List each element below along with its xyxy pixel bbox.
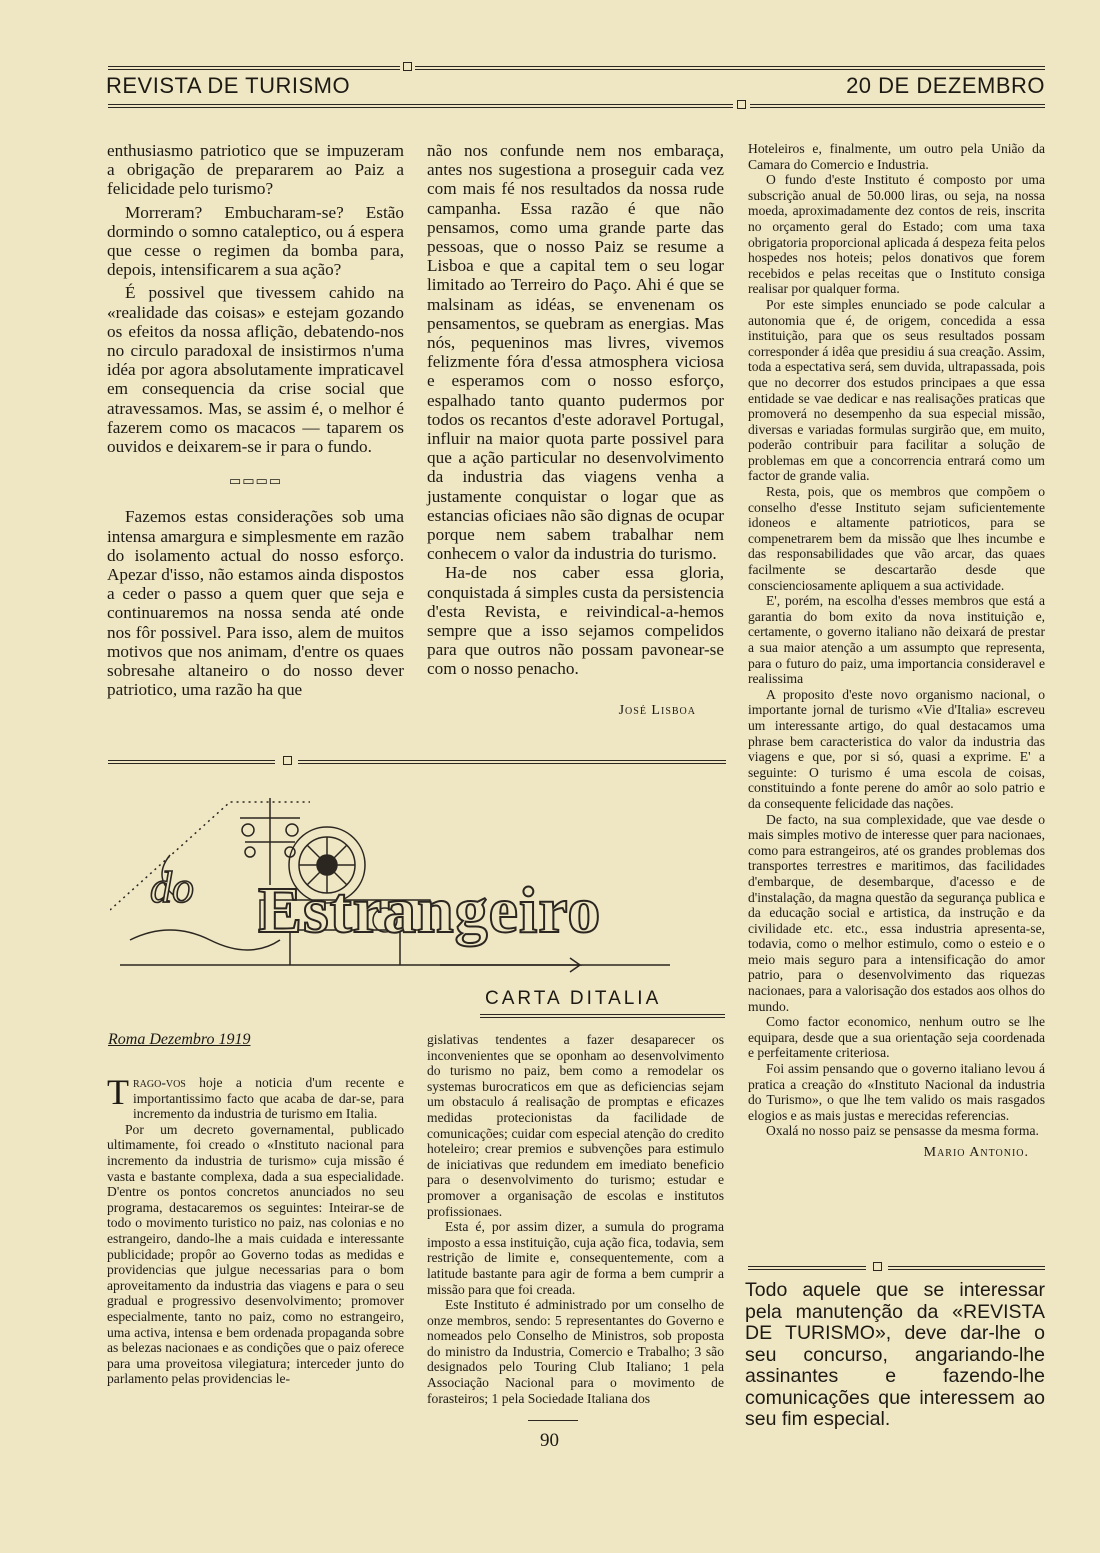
paragraph: Ha-de nos caber essa gloria, conquistada á simples custa da persistencia d'esta Revista, e reivindical-a-hemos sempre que a isso sejamos compelidos para que outros não possam pavonear-se com o nosso penacho. — [427, 563, 724, 679]
section-rule-right — [298, 760, 726, 764]
paragraph: Foi assim pensando que o governo italiano levou á pratica a creação do «Instituto Nacional da industria do Turismo», o que lhe tem valido os mais rasgados elogios e as mais justas e merecidas referencias. — [748, 1061, 1045, 1123]
article-column-3 — [748, 141, 1045, 1161]
author-signature: Mario Antonio. — [923, 1145, 1029, 1160]
section-divider-ornament: ▭▭▭▭ — [228, 474, 283, 490]
paragraph: Por um decreto governamental, publicado ultimamente, foi creado o «Instituto nacional para incremento da industria de turismo» cuja missão é vasta e bastante complexa, dada a sua especialidade. D'entre os pontos concretos anunciados no seu programa, destacaremos os seguintes: Inteirar-se de todo o movimento turistico no paiz, nas colonias e no estrangeiro, dando-lhe a mais cuidada e interessante publicidade; propôr ao Governo todas as medidas e providencias que julgue necessarias para o bom aproveitamento da industria das viagens e para o seu gradual e progressivo desenvolvimento; promover especialmente, tanto no paiz, como no estrangeiro, uma activa, intensa e bem ordenada propaganda sobre as belezas nacionaes e as condições que o paiz oferece para uma proveitosa vilegiatura; interceder junto do parlamento pelas providencias le- — [107, 1121, 404, 1387]
banner-word-do: do — [150, 863, 194, 912]
paragraph: Morreram? Embucharam-se? Estão dormindo o somno cataleptico, ou á espera que cesse o regimen da bomba para, depois, intensificarem a sua ação? — [107, 202, 404, 280]
notice-ornament — [873, 1262, 882, 1271]
notice-rule-left — [748, 1266, 866, 1270]
carta-subtitle: CARTA DITALIA — [485, 988, 662, 1009]
banner-word-estrangeiro: Estrangeiro — [258, 874, 602, 947]
paragraph: De facto, na sua complexidade, que vae desde o mais simples motivo de interesse quer para nacionaes, como para estrangeiros, até os grandes problemas dos transportes terrestres e maritimos, das facilidades d'embarque, de desembarque, d'acesso e de d'instalação, da magna questão da segurança publica e da educação social e artistica, da instrução e da civilidade etc. etc., essa industria apresenta-se, todavia, como o melhor estimulo, como o esteio e o meio mais seguro para a intensificação do amor patrio, para o desenvolvimento das riquezas nacionaes, para a valorisação dos estados aos olhos do mundo. — [748, 811, 1045, 1014]
section-rule-left — [108, 760, 275, 764]
paragraph: não nos confunde nem nos embaraça, antes nos sugestiona a proseguir cada vez com mais fé nos resultados da nossa rude campanha. Essa razão é que não pensamos, como uma grande parte das pessoas, que o nosso Paiz se resume a Lisboa e que a capital tem o seu logar limitado ao Terreiro do Paço. Ahi é que se malsinam as idéas, se envenenam os pensamentos, se quebram as energias. Mas nós, pequeninos mas livres, vivemos felizmente fóra d'essa atmosphera viciosa e esperamos com o nosso esforço, espalhado tanto quanto pudermos por todos os recantos d'este adoravel Portugal, influir na maior quota parte possivel para que a ação particular no desenvolvimento da industria das viagens venha a justamente conquistar o logar que as estancias oficiaes não são dignas de ocupar porque nem sabem trabalhar nem conhecem o valor da industria do turismo. — [427, 141, 724, 564]
carta-rule — [480, 1014, 725, 1018]
issue-date: 20 DE DEZEMBRO — [846, 73, 1045, 98]
paragraph: Resta, pois, que os membros que compõem o conselho d'esse Instituto sejam suficientemente idoneos e altamente patrioticos, para se compenetrarem bem da missão que lhes incumbe e das responsabilidades que vão arcar, das quaes facilmente se descartarão desde que conscienciosamente apliquem a sua actividade. — [748, 484, 1045, 593]
paragraph: Esta é, por assim dizer, a sumula do programa imposto a essa instituição, cuja ação fica, todavia, sem restrição de limite e, consequentemente, com a latitude bastante para agir de forma a bem cumprir a missão para que foi creada. — [427, 1219, 724, 1297]
section-ornament — [283, 756, 292, 765]
paragraph: É possivel que tivessem cahido na «realidade das coisas» e estejam gozando os efeitos da nossa aflição, debatendo-nos no circulo paradoxal de insistirmos n'uma idéa por agora absolutamente impraticavel em consequencia da crise social que atravessamos. Mas, se assim é, o melhor é fazerem como os macacos — taparem os ouvidos e deixarem-se ir para o fundo. — [107, 283, 404, 457]
article-column-2 — [427, 141, 724, 720]
magazine-title: REVISTA DE TURISMO — [106, 73, 351, 98]
paragraph: Este Instituto é administrado por um conselho de onze membros, sendo: 5 representantes do Governo e nomeados pelo Conselho de Ministros, sob proposta do ministro da Industria, Comercio e Trabalho; 3 são designados pelo Touring Club Italiano; 1 pela Associação Nacional para o movimento de forasteiros; 1 pela Sociedade Italiana dos — [427, 1297, 724, 1406]
article-column-1 — [107, 141, 404, 699]
notice-rule-right — [888, 1266, 1045, 1270]
paragraph: Hoteleiros e, finalmente, um outro pela União da Camara do Comercio e Industria. — [748, 141, 1045, 172]
carta-column-2 — [427, 1032, 724, 1406]
do-estrangeiro-banner — [110, 790, 730, 1020]
dateline: Roma Dezembro 1919 — [108, 1031, 251, 1048]
paragraph: A proposito d'este novo organismo nacional, o importante jornal de turismo «Vie d'Italia» escreveu um interessante artigo, do qual destacamos uma phrase bem caracteristica do valor da industria das viagens e que, por si só, quasi a exprime. E' a seguinte: O turismo é uma escola de coisas, constituindo a fonte perene do amôr ao solo patrio e da consequente felicidade das nações. — [748, 686, 1045, 811]
header-rule-bottom-right — [750, 104, 1045, 108]
paragraph: Por este simples enunciado se pode calcular a autonomia que é, de origem, concedida a essa instituição, para que os seus resultados possam corresponder á idêa que presidiu á sua creação. Assim, toda a espectativa será, sem duvida, ultrapassada, pois que no decorrer dos estudos principaes a que essa entidade se vae dedicar e nas realisações praticas que promoverá no desempenho da sua especial missão, diversas e variadas formulas surgirão que, em muito, poderão contribuir para facilitar a solução de problemas em que a concorrencia entrará como um factor de grande valia. — [748, 296, 1045, 484]
header-rule-top-left — [108, 66, 400, 70]
paragraph: Fazemos estas considerações sob uma intensa amargura e simplesmente em razão do isolamento actual do nosso esforço. Apezar d'isso, não estamos ainda dispostos a ceder o passo a quem quer que seja e continuaremos na nossa senda até onde nos fôr possivel. Para isso, alem de muitos motivos que nos animam, d'entre os quaes sobresahe altaneiro o do nosso dever patriotico, uma razão ha que — [107, 507, 404, 700]
subscription-notice: Todo aquele que se interessar pela manutenção da «REVISTA DE TURISMO», deve dar-lhe o seu concurso, angariando-lhe assinantes e fazendo-lhe comunicações que interessem ao seu fim especial. — [745, 1279, 1045, 1430]
header-rule-top-right — [415, 66, 1045, 70]
paragraph: Como factor economico, nenhum outro se lhe equipara, desde que a sua orientação seja coordenada e perfeitamente criteriosa. — [748, 1014, 1045, 1061]
lead-smallcaps: rago-vos — [133, 1075, 186, 1090]
page-number: 90 — [540, 1430, 559, 1451]
header-ornament-top — [403, 62, 412, 71]
author-signature: José Lisboa — [618, 702, 696, 718]
paragraph: enthusiasmo patriotico que se impuzeram a obrigação de prepararem ao Paiz a felicidade pelo turismo? — [107, 141, 404, 199]
paragraph — [107, 1072, 404, 1122]
carta-column-1 — [107, 1072, 404, 1387]
header-ornament-bottom — [737, 100, 746, 109]
header-rule-bottom-left — [108, 104, 733, 108]
paragraph: gislativas tendentes a fazer desaparecer os inconvenientes que se oponham ao desenvolvimento do turismo no paiz, bem como a remodelar os systemas burocraticos em que as deficiencias sejam um obstaculo á realisação de promptas e eficazes medidas protecionistas da facilidade de comunicações; cuidar com especial atenção do credito hoteleiro; crear premios e subvenções para estimulo de iniciativas que redundem em imediato beneficio para o desenvolvimento do turismo; estudar e promover a organisação de escolas e institutos profissionaes. — [427, 1032, 724, 1219]
paragraph: E', porém, na escolha d'esses membros que está a garantia do bom exito da nova instituição e, certamente, o governo italiano não deixará de prestar a sua maior atenção a um assumpto que representa, para o futuro do paiz, uma importancia consideravel e realissima — [748, 593, 1045, 687]
drop-cap: T — [107, 1072, 129, 1112]
paragraph: Oxalá no nosso paiz se pensasse da mesma forma. — [766, 1123, 1039, 1139]
paragraph: O fundo d'este Instituto é composto por uma subscrição anual de 50.000 liras, ou seja, na nossa moeda, aproximadamente dez contos de reis, inscrita no orçamento geral do Estado; com uma taxa obrigatoria proporcional aplicada á despeza feita pelos hospedes nos hoteis; pelos donativos que forem recebidos e pelas receitas que o Instituto consiga realisar por qualquer forma. — [748, 172, 1045, 297]
page-number-rule — [528, 1420, 578, 1421]
lead-text: hoje a noticia d'um recente e importantissimo facto que acaba de dar-se, para incremento da industria de turismo em Italia. — [133, 1075, 404, 1122]
